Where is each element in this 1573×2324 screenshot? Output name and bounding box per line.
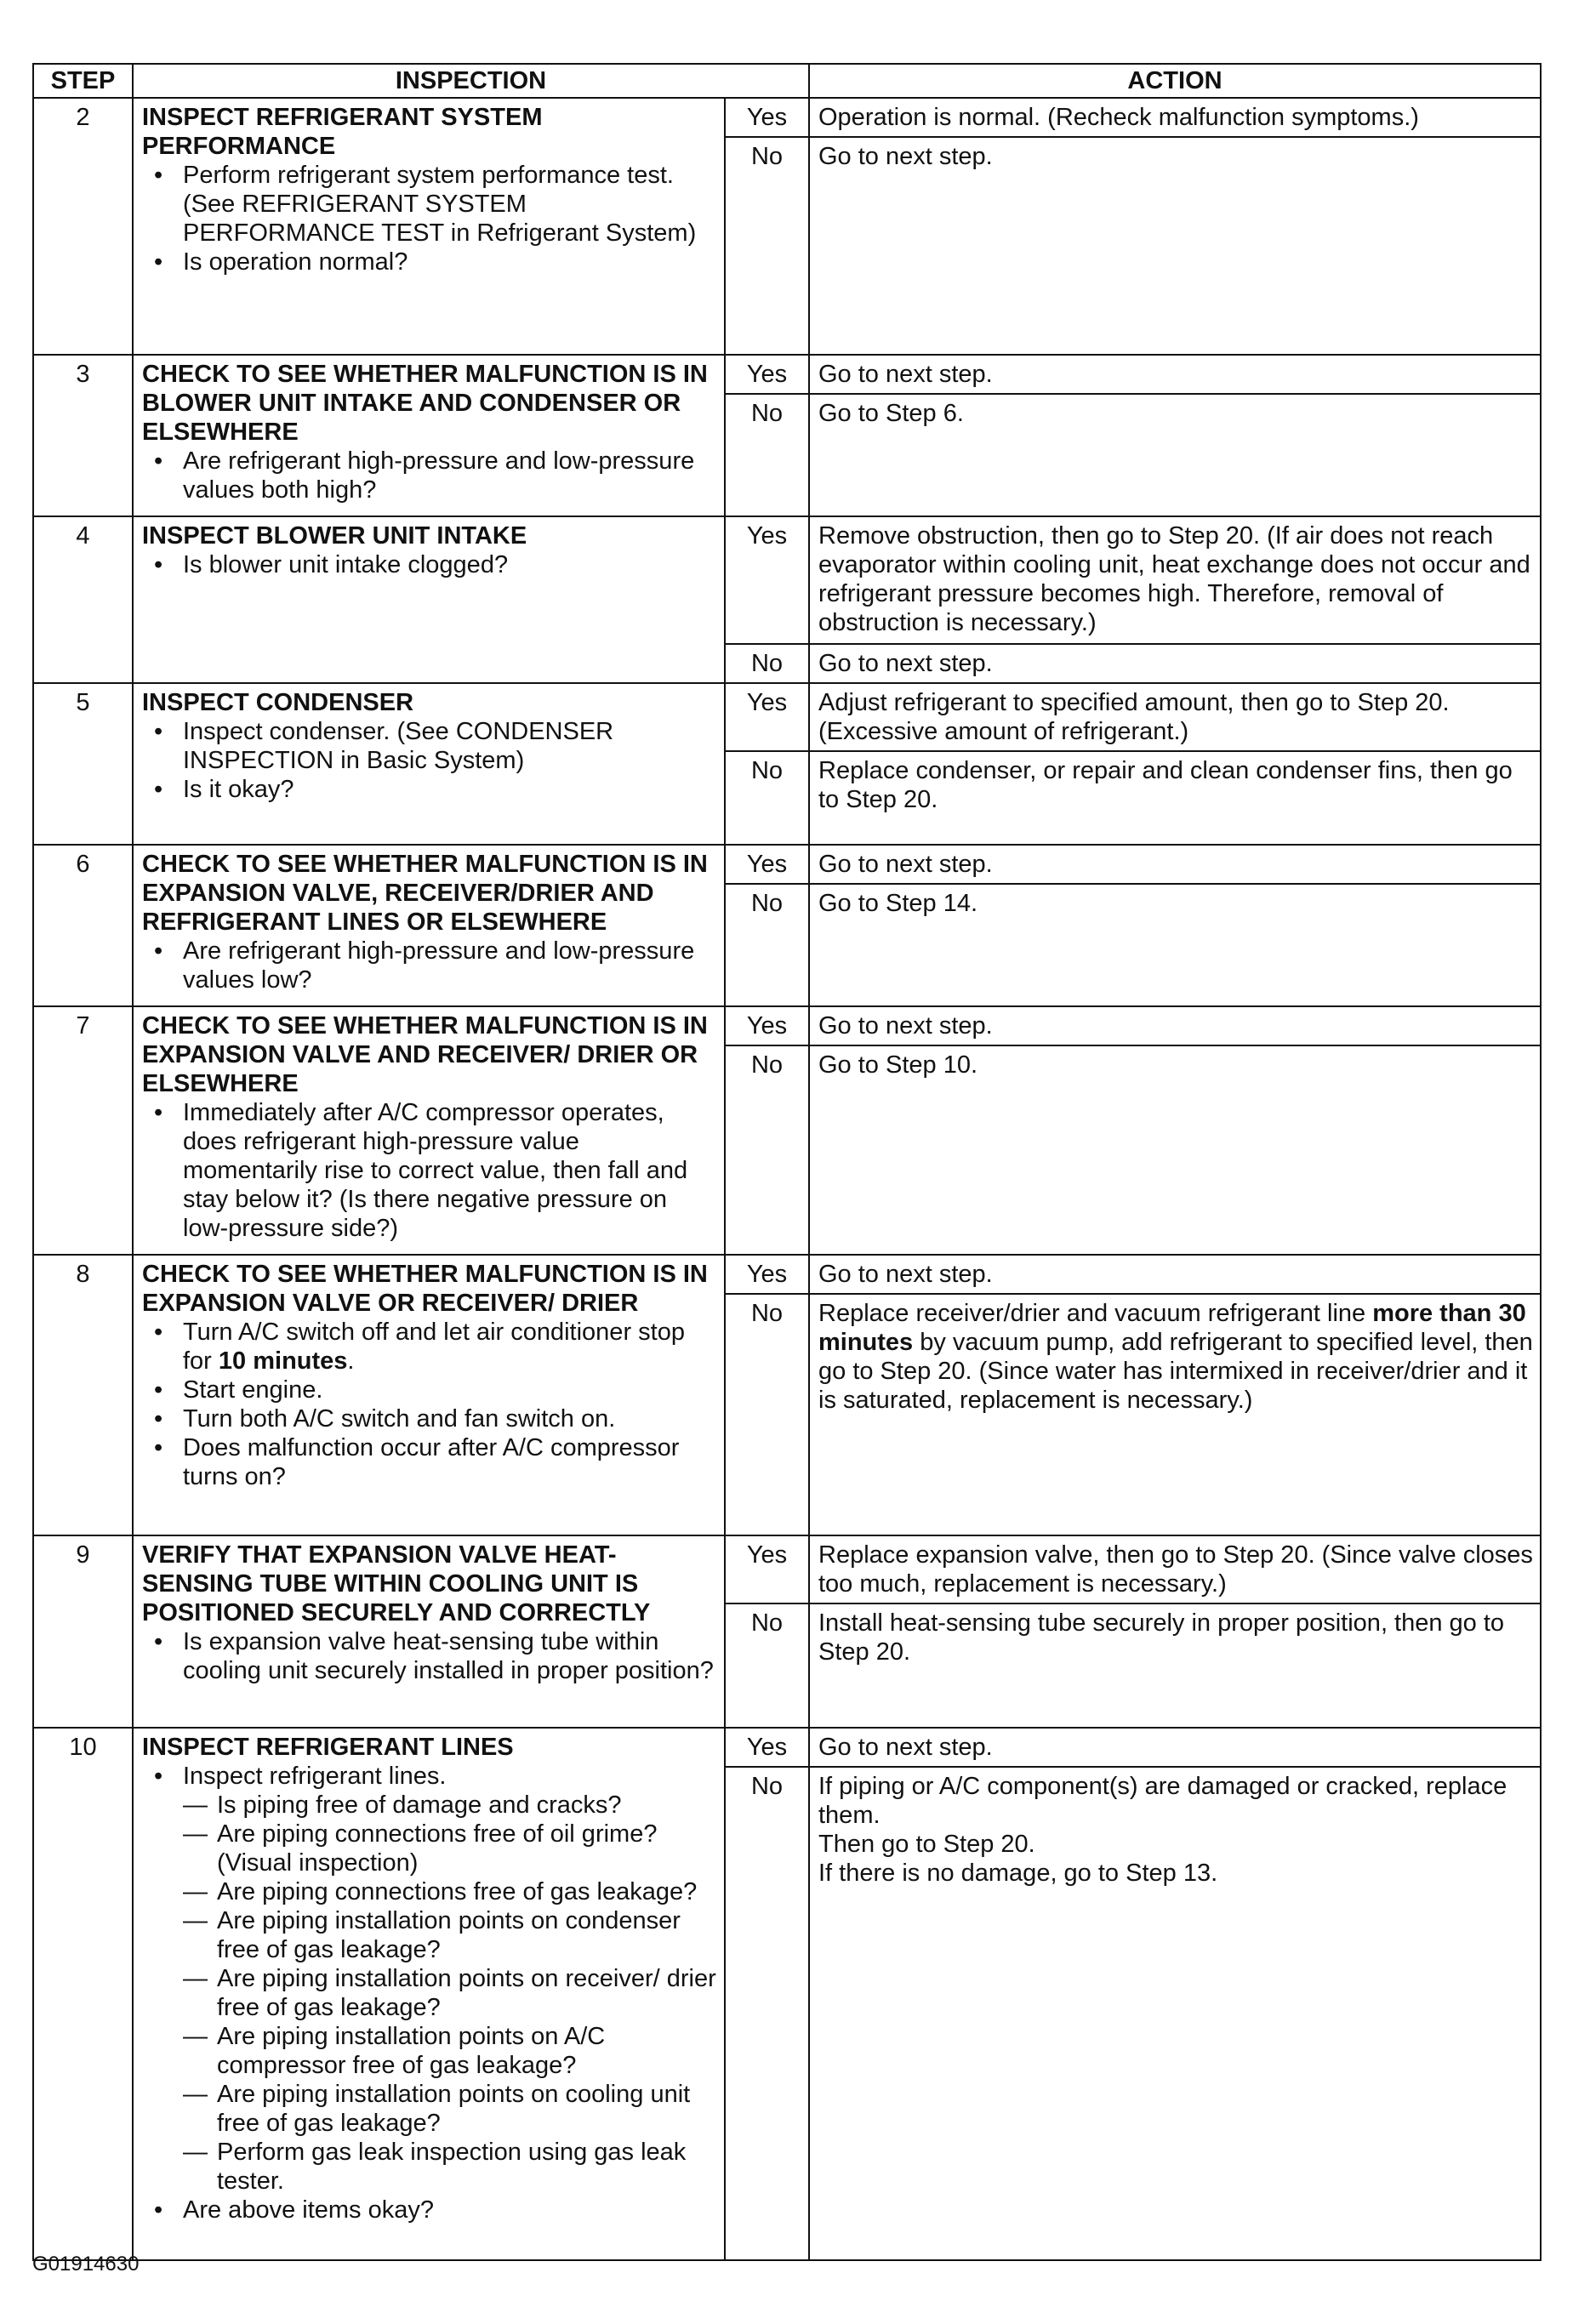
- table-row: [33, 1006, 1541, 1045]
- no-action: Install heat-sensing tube securely in proper position, then go to Step 20.: [809, 1603, 1541, 1728]
- table-row: [33, 516, 1541, 644]
- inspection-bullet: • Is it okay?: [183, 775, 717, 804]
- inspection-cell: [133, 1535, 725, 1728]
- inspection-bullet: • Turn both A/C switch and fan switch on.: [183, 1404, 717, 1433]
- table-row: [33, 683, 1541, 751]
- inspection-cell: [133, 1255, 725, 1535]
- table-row: [33, 355, 1541, 394]
- inspection-dash-item: — Are piping installation points on A/C compressor free of gas leakage?: [217, 2022, 717, 2080]
- table-row: [33, 1535, 1541, 1603]
- yes-label: Yes: [725, 845, 809, 884]
- inspection-bullet: • Are refrigerant high-pressure and low-pressure values both high?: [183, 447, 717, 504]
- inspection-title: CHECK TO SEE WHETHER MALFUNCTION IS IN EXPANSION VALVE OR RECEIVER/ DRIER: [142, 1261, 708, 1317]
- table-row: [33, 98, 1541, 137]
- step-number: 6: [33, 845, 133, 1006]
- inspection-cell: [133, 98, 725, 355]
- inspection-bullet: • Start engine.: [183, 1376, 717, 1404]
- yes-label: Yes: [725, 355, 809, 394]
- no-action: Go to next step.: [809, 137, 1541, 355]
- inspection-dash-item: — Are piping connections free of oil grime? (Visual inspection): [217, 1820, 717, 1877]
- action-text: by vacuum pump, add refrigerant to specified level, then go to Step 20. (Since water has intermixed in receiver/drier and it is saturated, replacement is necessary.): [818, 1329, 1533, 1414]
- bullet-text: Turn A/C switch off and let air conditioner stop for: [183, 1319, 685, 1375]
- no-action: Replace condenser, or repair and clean condenser fins, then go to Step 20.: [809, 751, 1541, 845]
- yes-label: Yes: [725, 683, 809, 751]
- inspection-dash-item: — Perform gas leak inspection using gas leak tester.: [217, 2138, 717, 2196]
- inspection-dash-item: — Are piping connections free of gas leakage?: [217, 1877, 717, 1906]
- yes-label: Yes: [725, 1728, 809, 1767]
- table-header-row: [33, 64, 1541, 98]
- step-number: 3: [33, 355, 133, 516]
- inspection-cell: [133, 516, 725, 683]
- inspection-cell: [133, 1006, 725, 1255]
- inspection-cell: [133, 683, 725, 845]
- inspection-title: VERIFY THAT EXPANSION VALVE HEAT-SENSING TUBE WITHIN COOLING UNIT IS POSITIONED SECURELY AND CORRECTLY: [142, 1541, 651, 1626]
- inspection-bullet: • Immediately after A/C compressor operates, does refrigerant high-pressure value momentarily rise to correct value, then fall and stay below it? (Is there negative pressure on low-pressure side?): [183, 1098, 717, 1243]
- step-number: 7: [33, 1006, 133, 1255]
- yes-action: Adjust refrigerant to specified amount, then go to Step 20. (Excessive amount of refrigerant.): [809, 683, 1541, 751]
- inspection-title: CHECK TO SEE WHETHER MALFUNCTION IS IN BLOWER UNIT INTAKE AND CONDENSER OR ELSEWHERE: [142, 361, 708, 446]
- inspection-title: CHECK TO SEE WHETHER MALFUNCTION IS IN EXPANSION VALVE AND RECEIVER/ DRIER OR ELSEWHERE: [142, 1012, 708, 1097]
- yes-action: Go to next step.: [809, 355, 1541, 394]
- step-number: 9: [33, 1535, 133, 1728]
- step-number: 8: [33, 1255, 133, 1535]
- inspection-bullet: • Is blower unit intake clogged?: [183, 550, 717, 579]
- inspection-bullet: • Is operation normal?: [183, 248, 717, 276]
- action-text: Replace receiver/drier and vacuum refrigerant line: [818, 1300, 1373, 1327]
- inspection-cell: [133, 1728, 725, 2260]
- yes-label: Yes: [725, 1006, 809, 1045]
- action-line: If there is no damage, go to Step 13.: [818, 1860, 1218, 1887]
- bullet-text: • Inspect refrigerant lines.: [183, 1763, 447, 1790]
- inspection-cell: [133, 355, 725, 516]
- inspection-bullet: • Is expansion valve heat-sensing tube within cooling unit securely installed in proper position?: [183, 1627, 717, 1685]
- yes-action: Go to next step.: [809, 1728, 1541, 1767]
- yes-label: Yes: [725, 1255, 809, 1294]
- step-number: 4: [33, 516, 133, 683]
- inspection-title: INSPECT REFRIGERANT LINES: [142, 1734, 514, 1761]
- inspection-bullet: • Inspect condenser. (See CONDENSER INSPECTION in Basic System): [183, 717, 717, 775]
- inspection-bullet: [183, 1762, 717, 2196]
- inspection-dash-item: — Are piping installation points on cooling unit free of gas leakage?: [217, 2080, 717, 2138]
- no-action: Go to Step 14.: [809, 884, 1541, 1006]
- action-line: Then go to Step 20.: [818, 1831, 1035, 1858]
- diagnostic-sheet: [32, 63, 1540, 2261]
- header-inspection: INSPECTION: [133, 64, 809, 98]
- inspection-dash-item: — Are piping installation points on condenser free of gas leakage?: [217, 1906, 717, 1964]
- no-label: No: [725, 1045, 809, 1255]
- yes-action: Go to next step.: [809, 1006, 1541, 1045]
- inspection-bullet: [183, 1318, 717, 1376]
- step-number: 2: [33, 98, 133, 355]
- step-number: 5: [33, 683, 133, 845]
- yes-action: Operation is normal. (Recheck malfunction symptoms.): [809, 98, 1541, 137]
- bullet-emphasis: 10 minutes: [218, 1347, 348, 1375]
- inspection-title: INSPECT REFRIGERANT SYSTEM PERFORMANCE: [142, 104, 543, 160]
- inspection-bullet: • Does malfunction occur after A/C compressor turns on?: [183, 1433, 717, 1491]
- no-label: No: [725, 751, 809, 845]
- yes-label: Yes: [725, 98, 809, 137]
- inspection-title: INSPECT CONDENSER: [142, 689, 414, 716]
- yes-action: Replace expansion valve, then go to Step 20. (Since valve closes too much, replacement is necessary.): [809, 1535, 1541, 1603]
- action-emphasis: more than 30 minutes: [818, 1300, 1526, 1356]
- inspection-title: INSPECT BLOWER UNIT INTAKE: [142, 522, 527, 550]
- table-row: [33, 1255, 1541, 1294]
- inspection-bullet: • Are refrigerant high-pressure and low-pressure values low?: [183, 937, 717, 994]
- no-label: No: [725, 1767, 809, 2260]
- yes-label: Yes: [725, 516, 809, 644]
- figure-code: G01914630: [32, 2253, 140, 2276]
- no-label: No: [725, 1603, 809, 1728]
- inspection-dash-item: — Is piping free of damage and cracks?: [217, 1791, 717, 1820]
- step-number: 10: [33, 1728, 133, 2260]
- yes-action: Remove obstruction, then go to Step 20. (If air does not reach evaporator within cooling unit, heat exchange does not occur and refrigerant pressure becomes high. Therefore, removal of obstruction is necessary.): [809, 516, 1541, 644]
- header-action: ACTION: [809, 64, 1541, 98]
- inspection-bullet: • Are above items okay?: [183, 2196, 717, 2224]
- yes-label: Yes: [725, 1535, 809, 1603]
- no-action: Go to next step.: [809, 644, 1541, 683]
- table-row: [33, 845, 1541, 884]
- inspection-title: CHECK TO SEE WHETHER MALFUNCTION IS IN EXPANSION VALVE, RECEIVER/DRIER AND REFRIGERANT LINES OR ELSEWHERE: [142, 851, 708, 936]
- no-action: Go to Step 6.: [809, 394, 1541, 516]
- inspection-cell: [133, 845, 725, 1006]
- no-action: Go to Step 10.: [809, 1045, 1541, 1255]
- no-label: No: [725, 884, 809, 1006]
- header-step: STEP: [33, 64, 133, 98]
- no-label: No: [725, 137, 809, 355]
- inspection-dash-item: — Are piping installation points on receiver/ drier free of gas leakage?: [217, 1964, 717, 2022]
- no-label: No: [725, 1294, 809, 1535]
- no-action: [809, 1767, 1541, 2260]
- yes-action: Go to next step.: [809, 845, 1541, 884]
- yes-action: Go to next step.: [809, 1255, 1541, 1294]
- table-row: [33, 1728, 1541, 1767]
- bullet-text: .: [347, 1347, 355, 1375]
- no-action: [809, 1294, 1541, 1535]
- diagnostic-table: [32, 63, 1542, 2261]
- action-line: If piping or A/C component(s) are damaged or cracked, replace them.: [818, 1773, 1507, 1829]
- inspection-bullet: • Perform refrigerant system performance test. (See REFRIGERANT SYSTEM PERFORMANCE TEST in Refrigerant System): [183, 161, 717, 248]
- no-label: No: [725, 644, 809, 683]
- no-label: No: [725, 394, 809, 516]
